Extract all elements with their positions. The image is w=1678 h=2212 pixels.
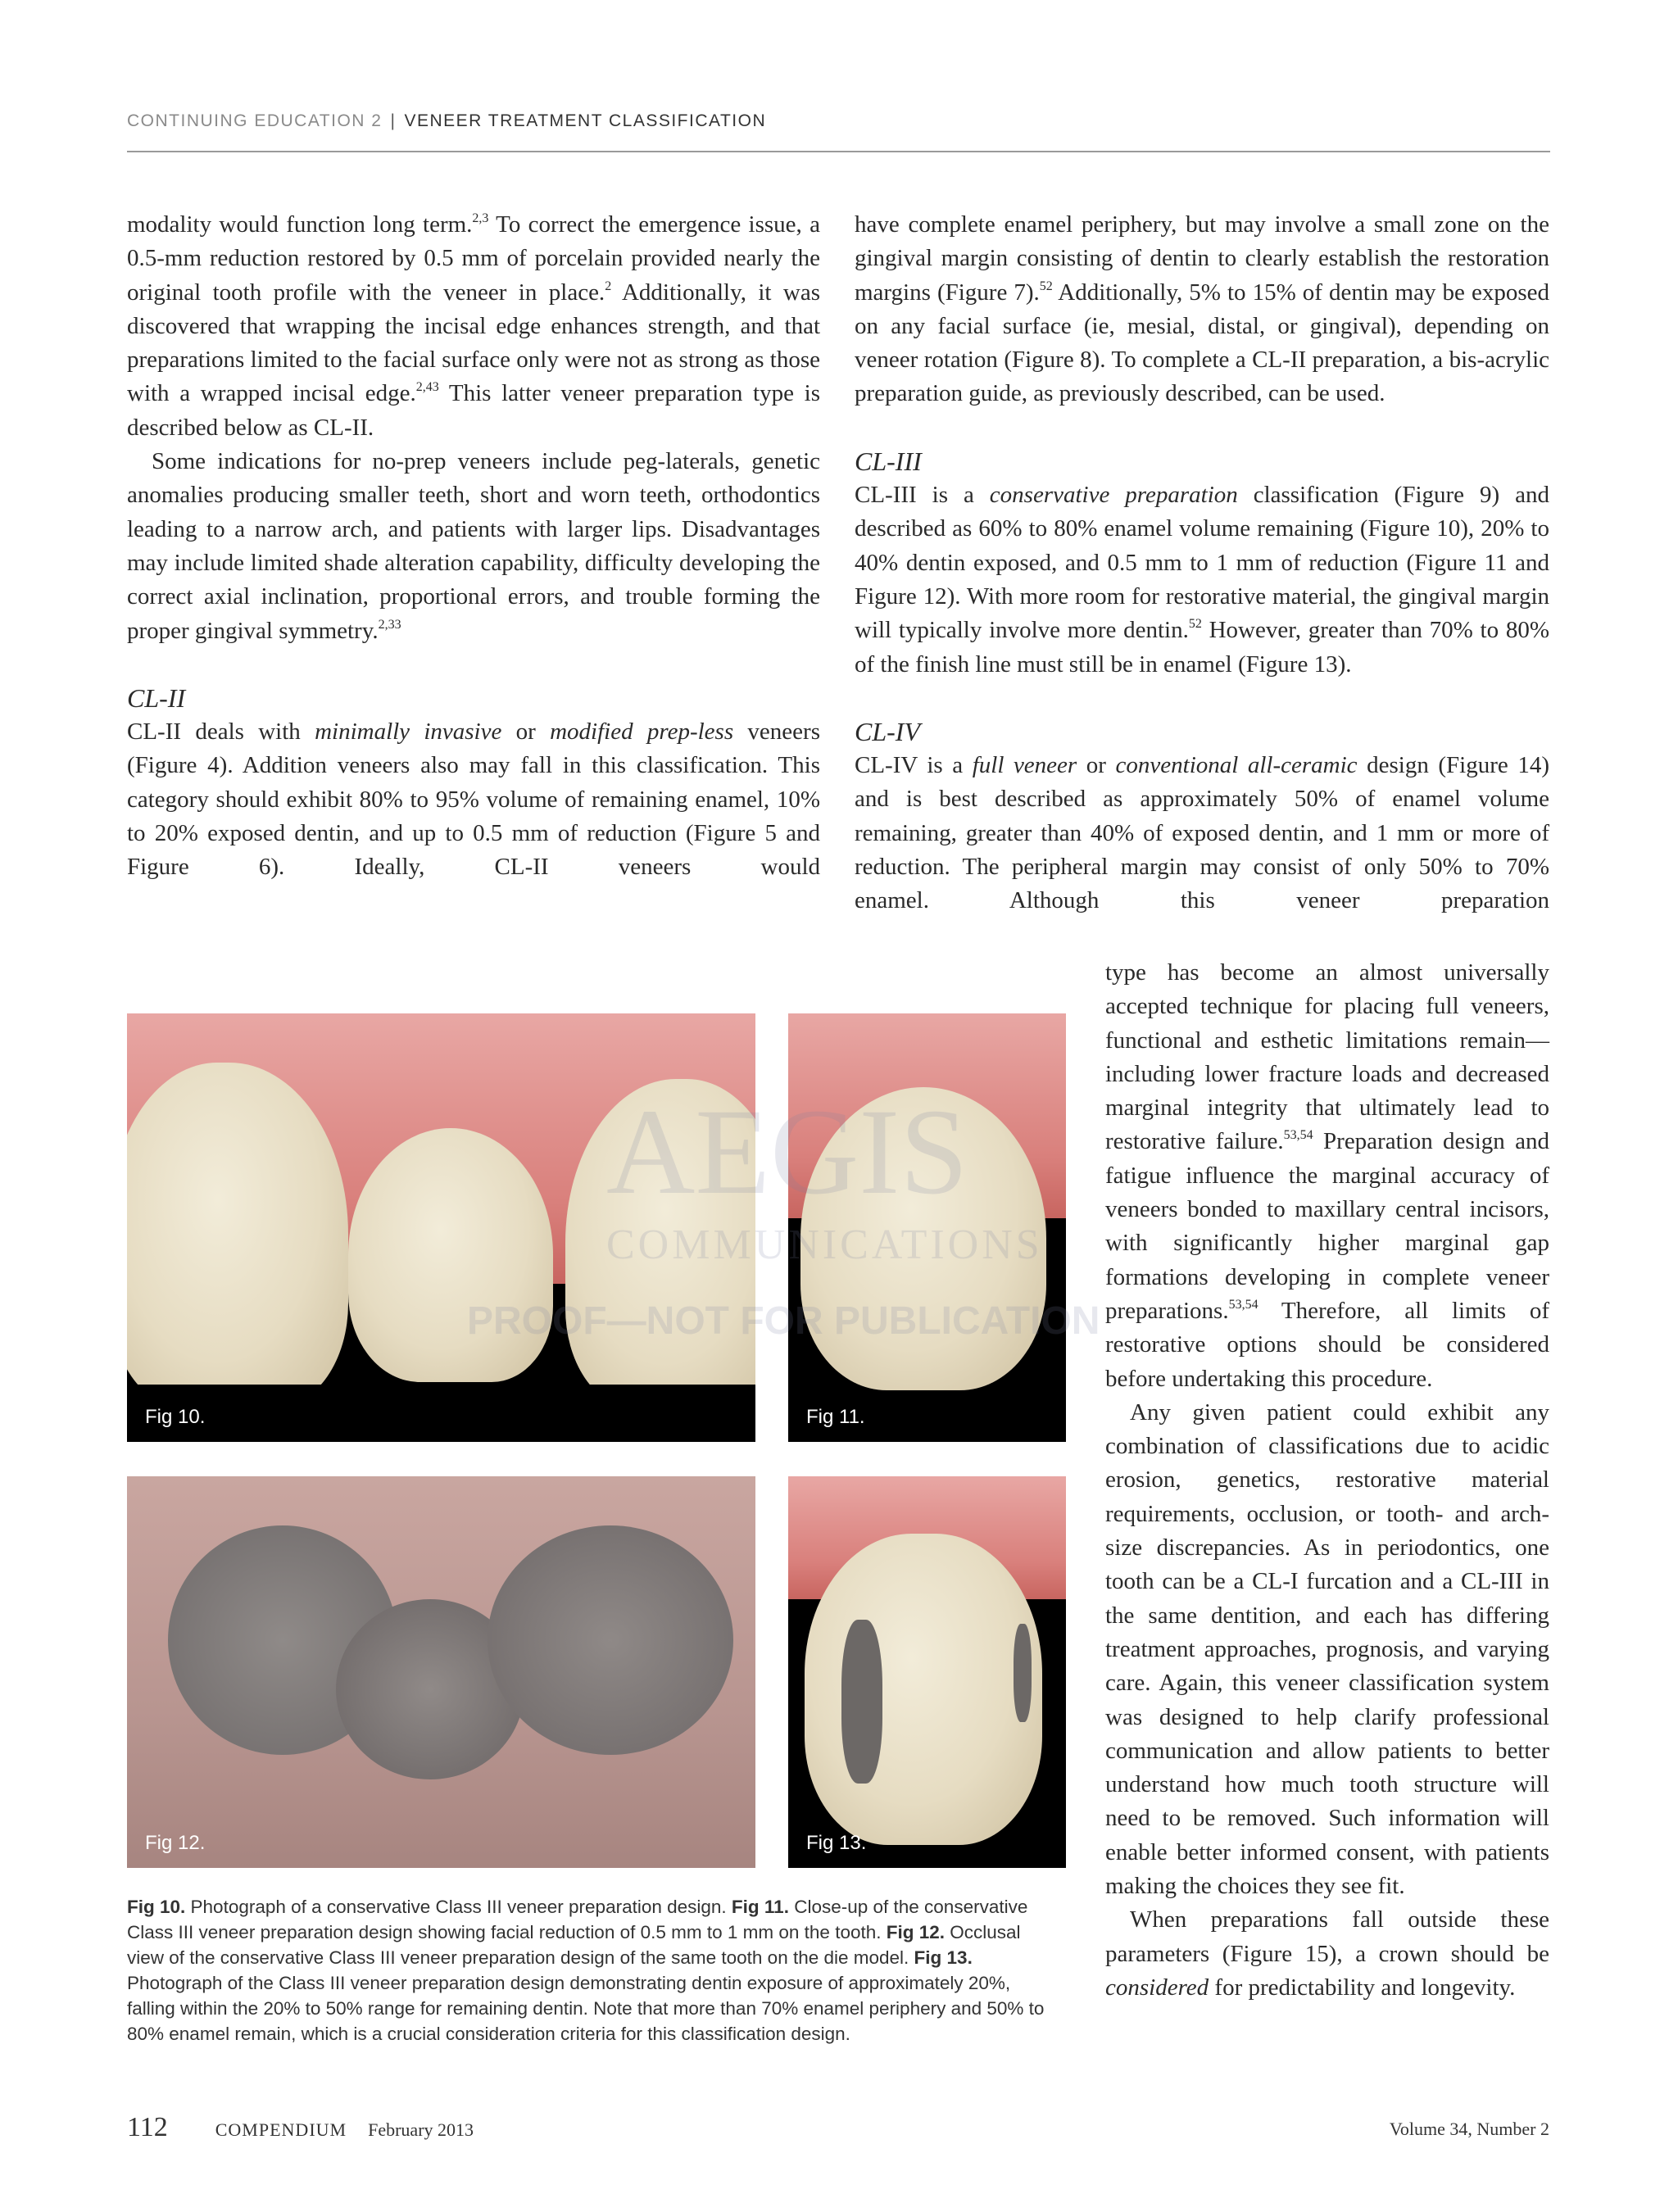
column-right-narrow: [1105, 956, 1549, 2005]
issue-date: February 2013: [368, 2119, 474, 2140]
citation-ref: 52: [1188, 617, 1202, 632]
citation-ref: 2,43: [415, 380, 439, 395]
text-run: Any given patient could exhibit any combination of classifications due to acidic erosion, genetics, restorative material requirements, occlusion, or tooth- and arch-size discrepancies. As in periodontics, one tooth can be a CL-I furcation and a CL-III in the same dentition, and each has differing treatment approaches, prognosis, and varying care. Again, this veneer classification system was designed to help clarify professional communication and allow patients to better understand how much tooth structure will need to be removed. Such information will enable better informed consent, with patients making the choices they see fit.: [1105, 1398, 1549, 1900]
citation-ref: 52: [1039, 279, 1053, 293]
text-run: conventional all-ceramic: [1115, 752, 1358, 779]
citation-ref: 2,3: [472, 211, 489, 225]
text-run: Therefore, all limits of restorative options should be considered before undertaking this procedure.: [1105, 1297, 1549, 1392]
paragraph: [127, 715, 820, 884]
figure-caption: [127, 1894, 1057, 2047]
section-label: CONTINUING EDUCATION 2: [127, 111, 383, 130]
text-run: modality would function long term.: [127, 211, 473, 238]
text-run: considered: [1105, 1974, 1209, 2001]
figure-12-photo: [127, 1476, 755, 1868]
figure-ref-label: Fig 11.: [731, 1897, 789, 1917]
citation-ref: 53,54: [1228, 1297, 1258, 1312]
text-run: Additionally, it was discovered that wrapping the incisal edge enhances strength, and that preparations limited to the facial surface only were not as strong as those with a wrapped incisal edge.: [127, 279, 820, 407]
text-run: Additionally, 5% to 15% of dentin may be exposed on any facial surface (ie, mesial, distal, or gingival), depending on veneer rotation (Figure 8). To complete a CL-II preparation, a bis-acrylic preparation guide, as previously described, can be used.: [855, 279, 1549, 407]
page-number: 112: [127, 2112, 168, 2142]
text-run: conservative preparation: [989, 482, 1238, 509]
paragraph: [855, 208, 1549, 411]
figure-12-label: Fig 12.: [145, 1832, 206, 1854]
text-run: veneers (Figure 4). Addition veneers also may fall in this classification. This category should exhibit 80% to 95% volume of remaining enamel, 10% to 20% exposed dentin, and up to 0.5 mm of reduction (Figure 5 and Figure 6). Ideally, CL-II veneers would: [127, 718, 820, 881]
text-run: or: [1077, 752, 1116, 779]
section-heading: CL-IV: [855, 716, 920, 746]
citation-ref: 2,33: [378, 617, 401, 632]
watermark: PROOF—NOT FOR PUBLICATION: [467, 1299, 1100, 1343]
citation-ref: 2: [605, 279, 612, 293]
text-run: Occlusal view of the conservative Class III veneer preparation design of the same tooth on the die model.: [127, 1922, 1021, 1968]
text-run: design (Figure 14) and is best described as approximately 50% of enamel volume remaining, greater than 40% of exposed dentin, and 1 mm or more of reduction. The peripheral margin may consist of only 50% to 70% enamel. Although this veneer preparation: [855, 752, 1549, 914]
section-heading: CL-II: [127, 682, 186, 713]
paragraph: [1105, 956, 1549, 1396]
journal-name: COMPENDIUM: [215, 2119, 347, 2140]
text-run: have complete enamel periphery, but may involve a small zone on the gingival margin consisting of dentin to clearly establish the restoration margins (Figure 7).: [855, 211, 1549, 306]
text-run: Preparation design and fatigue influence the marginal accuracy of veneers bonded to maxillary central incisors, with significantly higher marginal gap formations developing in complete veneer preparations.: [1105, 1128, 1549, 1324]
figure-10-label: Fig 10.: [145, 1406, 206, 1428]
citation-ref: 53,54: [1283, 1128, 1313, 1143]
text-run: When preparations fall outside these parameters (Figure 15), a crown should be: [1105, 1906, 1549, 1967]
paragraph: [855, 478, 1549, 682]
text-run: CL-II deals with: [127, 718, 315, 746]
paragraph: [127, 445, 820, 648]
text-run: CL-III is a: [855, 482, 990, 509]
figure-13-photo: [788, 1476, 1066, 1868]
figure-ref-label: Fig 10.: [127, 1897, 186, 1917]
text-run: or: [501, 718, 551, 746]
running-header: [127, 111, 766, 131]
text-run: Some indications for no-prep veneers include peg-laterals, genetic anomalies producing smaller teeth, short and worn teeth, orthodontics leading to a narrow arch, and patients with larger lips. Disadvantages may include limited shade alteration capability, difficulty developing the correct axial inclination, proportional errors, and trouble forming the proper gingival symmetry.: [127, 448, 820, 644]
watermark: AEGIS: [606, 1084, 968, 1220]
section-heading: CL-III: [855, 446, 922, 476]
text-run: minimally invasive: [315, 718, 502, 746]
figure-10-photo: [127, 1013, 755, 1442]
paragraph: [855, 749, 1549, 918]
header-rule: [127, 151, 1550, 152]
paragraph: [127, 208, 820, 445]
figure-11-label: Fig 11.: [806, 1406, 865, 1428]
figure-ref-label: Fig 13.: [914, 1947, 973, 1968]
text-run: Photograph of the Class III veneer preparation design demonstrating dentin exposure of approximately 20%, falling within the 20% to 50% range for remaining dentin. Note that more than 70% enamel periphery and 50% to 80% enamel remain, which is a crucial consideration criteria for this classification design.: [127, 1973, 1045, 2044]
text-run: To correct the emergence issue, a 0.5-mm reduction restored by 0.5 mm of porcelain provided nearly the original tooth profile with the veneer in place.: [127, 211, 820, 306]
column-right-top: [855, 208, 1549, 918]
figure-ref-label: Fig 12.: [886, 1922, 946, 1942]
text-run: Close-up of the conservative Class III veneer preparation design showing facial reduction of 0.5 mm to 1 mm on the tooth.: [127, 1897, 1028, 1942]
text-run: type has become an almost universally accepted technique for placing full veneers, functional and esthetic limitations remain—including lower fracture loads and decreased marginal integrity that ultimately lead to restorative failure.: [1105, 959, 1549, 1155]
text-run: Photograph of a conservative Class III veneer preparation design.: [185, 1897, 732, 1917]
text-run: CL-IV is a: [855, 752, 973, 779]
text-run: classification (Figure 9) and described as 60% to 80% enamel volume remaining (Figure 10), 20% to 40% dentin exposed, and 0.5 mm to 1 mm of reduction (Figure 11 and Figure 12). With more room for restorative material, the gingival margin will typically involve more dentin.: [855, 482, 1549, 644]
figure-13-label: Fig 13.: [806, 1832, 867, 1854]
text-run: full veneer: [972, 752, 1077, 779]
text-run: for predictability and longevity.: [1209, 1974, 1516, 2001]
text-run: However, greater than 70% to 80% of the finish line must still be in enamel (Figure 13).: [855, 617, 1549, 678]
figure-11-photo: [788, 1013, 1066, 1442]
text-run: This latter veneer preparation type is described below as CL-II.: [127, 380, 820, 441]
header-title: VENEER TREATMENT CLASSIFICATION: [404, 111, 767, 130]
text-run: modified prep-less: [550, 718, 734, 746]
header-separator: |: [390, 111, 397, 130]
paragraph: [1105, 1396, 1549, 1903]
footer: [127, 2112, 474, 2143]
column-left: [127, 208, 820, 885]
paragraph: [1105, 1903, 1549, 2005]
volume-info: Volume 34, Number 2: [1389, 2119, 1549, 2139]
